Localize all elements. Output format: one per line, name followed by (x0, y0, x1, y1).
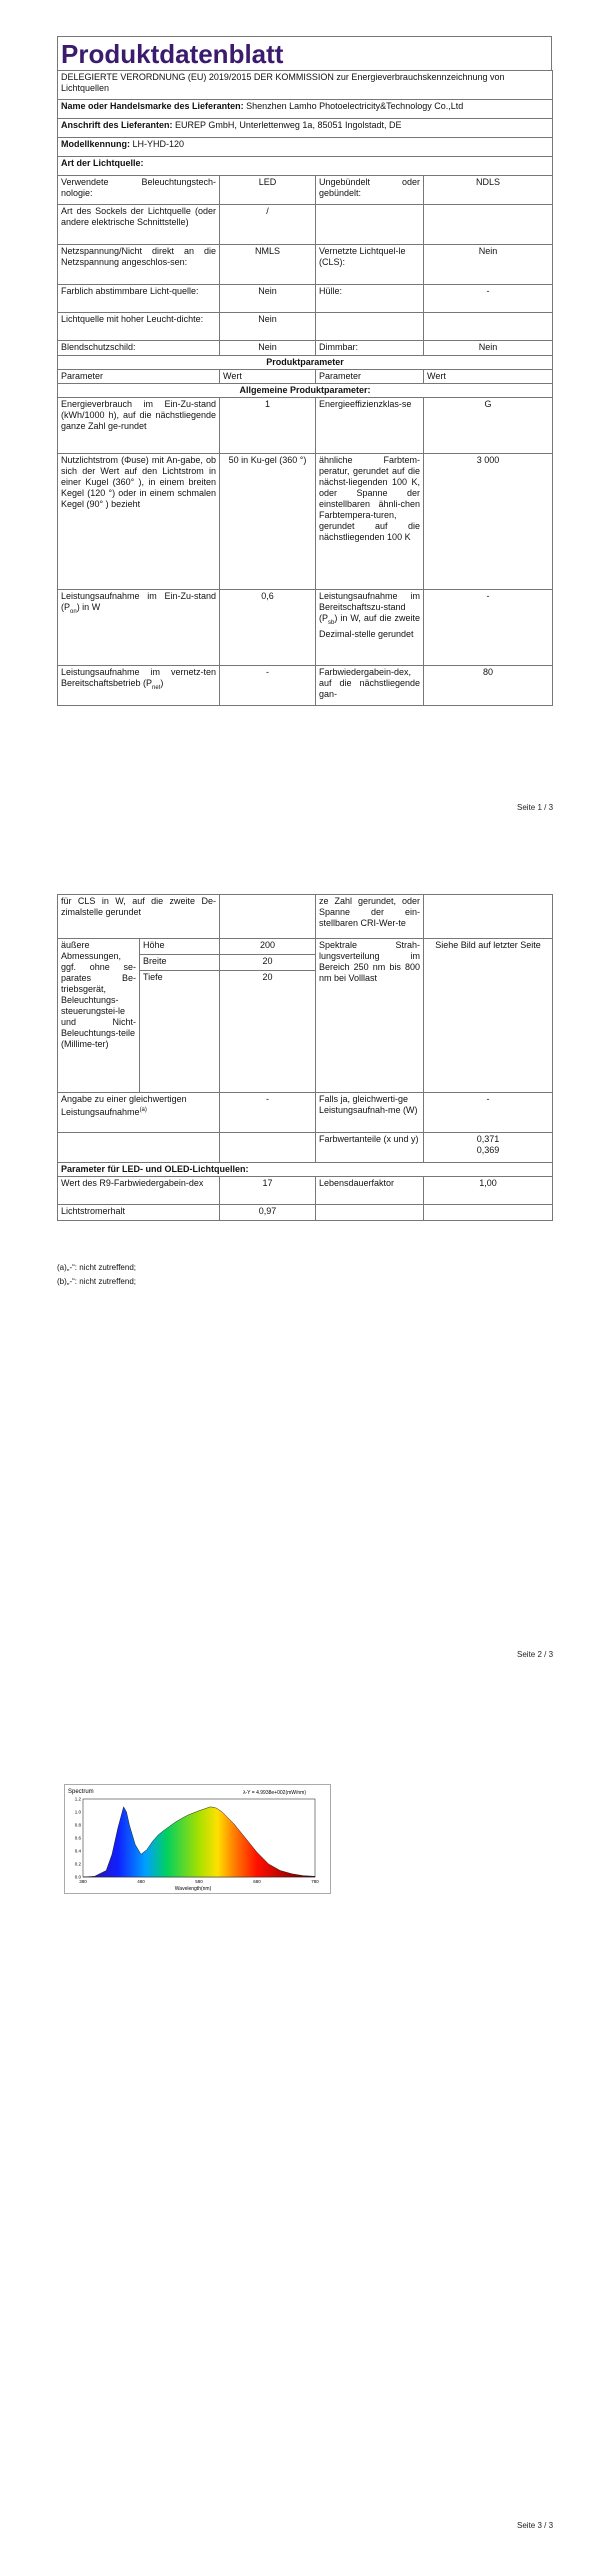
param-value: - (424, 590, 553, 666)
model-label: Modellkennung: (61, 139, 130, 149)
param-value: G (424, 398, 553, 454)
model-row (58, 138, 553, 157)
param-value: 17 (220, 1177, 316, 1205)
y-tick-label: 0.4 (74, 1848, 81, 1854)
model-id: LH-YHD-120 (132, 139, 185, 149)
type-value: Nein (424, 341, 553, 356)
param-label: Angabe zu einer gleichwertigen Leistungsaufnahme$^{(a)}$ (58, 1093, 220, 1133)
y-tick-label: 0.0 (74, 1874, 81, 1880)
led-header-row (58, 1163, 553, 1177)
page-number: Seite 1 / 3 (517, 803, 554, 812)
page-1 (0, 0, 603, 834)
type-label: Verwendete Beleuchtungstech-nologie: (58, 176, 220, 205)
led-header: Parameter für LED- und OLED-Lichtquellen: (58, 1163, 553, 1177)
type-value: Nein (220, 313, 316, 341)
column-header-value: Wert (424, 370, 553, 384)
datasheet-table-page-2 (57, 894, 553, 1221)
supplier-name-label: Name oder Handelsmarke des Lieferanten: (61, 101, 244, 111)
type-label: Lichtquelle mit hoher Leucht-dichte: (58, 313, 220, 341)
type-label (316, 205, 424, 245)
param-row (58, 666, 553, 706)
general-params-header-row (58, 384, 553, 398)
dim-name: Tiefe (140, 971, 220, 1093)
product-params-header: Produktparameter (58, 356, 553, 370)
param-row (58, 895, 553, 939)
x-tick-label: 680 (253, 1879, 261, 1884)
param-label: Nutzlichtstrom (Φuse) mit An-gabe, ob sich der Wert auf den Lichtstrom in einer Kugel (360° ), in einem breiten Kegel (120 °) oder in einem schmalen Kegel (90° ) bezieht (58, 454, 220, 590)
type-value: Nein (220, 341, 316, 356)
supplier-name-row (58, 100, 553, 119)
type-label: Blendschutzschild: (58, 341, 220, 356)
spectrum-chart (64, 1784, 331, 1894)
param-row (58, 1177, 553, 1205)
param-value: 0,6 (220, 590, 316, 666)
type-value: LED (220, 176, 316, 205)
param-label: Farbwiedergabein-dex, auf die nächstliegende gan- (316, 666, 424, 706)
type-label: Ungebündelt oder gebündelt: (316, 176, 424, 205)
plot-area (75, 1797, 320, 1885)
param-label: ze Zahl gerundet, oder Spanne der ein-stellbaren CRI-Wer-te (316, 895, 424, 939)
param-row (58, 1133, 553, 1163)
spectrum-svg (65, 1785, 330, 1893)
footnote-b: (b)„-“: nicht zutreffend; (57, 1277, 136, 1286)
page-3 (0, 1689, 603, 2560)
type-label: Netzspannung/Nicht direkt an die Netzspannung angeschlos-sen: (58, 245, 220, 285)
regulation-row (58, 71, 553, 100)
param-row (58, 1205, 553, 1221)
document-title: Produktdatenblatt (57, 36, 552, 70)
param-value: 1 (220, 398, 316, 454)
param-label: Wert des R9-Farbwiedergabein-dex (58, 1177, 220, 1205)
type-value (424, 313, 553, 341)
param-label: Energieeffizienzklas-se (316, 398, 424, 454)
dims-row (58, 939, 553, 955)
type-label: Art des Sockels der Lichtquelle (oder andere elektrische Schnittstelle) (58, 205, 220, 245)
param-row (58, 1093, 553, 1133)
chroma-x: 0,371 (476, 1134, 500, 1144)
dim-value: 20 (220, 955, 316, 971)
supplier-address-row (58, 119, 553, 138)
type-label: Farblich abstimmbare Licht-quelle: (58, 285, 220, 313)
param-value (424, 1133, 553, 1163)
y-tick-label: 0.2 (74, 1861, 81, 1867)
dim-name: Breite (140, 955, 220, 971)
page-number: Seite 2 / 3 (517, 1650, 554, 1659)
dim-value: 200 (220, 939, 316, 955)
x-axis-label: Wavelength(nm) (174, 1886, 212, 1892)
type-value: - (424, 285, 553, 313)
param-value: 50 in Ku-gel (360 °) (220, 454, 316, 590)
param-label: Leistungsaufnahme im vernetz-ten Bereitschaftsbetrieb $(P_{net})$ (58, 666, 220, 706)
page-number: Seite 3 / 3 (517, 2521, 554, 2530)
dim-value: 20 (220, 971, 316, 1093)
type-label: Dimmbar: (316, 341, 424, 356)
x-tick-label: 480 (137, 1879, 145, 1884)
chart-annotation: λ-Y = 4.9938e+002(mW/nm) (243, 1790, 306, 1796)
param-label: Leistungsaufnahme im Bereitschaftszu-stand $(P_{sb})$ in W, auf die zweite Dezimal-stelle gerundet (316, 590, 424, 666)
type-row (58, 313, 553, 341)
y-tick-label: 0.8 (74, 1822, 81, 1828)
page-2 (0, 834, 603, 1689)
type-label: Vernetzte Lichtquel-le (CLS): (316, 245, 424, 285)
y-tick-label: 1.2 (74, 1796, 81, 1802)
param-label: Farbwertanteile (x und y) (316, 1133, 424, 1163)
param-label: für CLS in W, auf die zweite De-zimalstelle gerundet (58, 895, 220, 939)
type-row (58, 245, 553, 285)
chart-title: Spectrum (68, 1789, 94, 1795)
x-tick-label: 780 (311, 1879, 319, 1884)
spectral-value: Siehe Bild auf letzter Seite (424, 939, 553, 1093)
type-label (316, 313, 424, 341)
param-value: - (220, 666, 316, 706)
param-label: Lebensdauerfaktor (316, 1177, 424, 1205)
param-label: Leistungsaufnahme im Ein-Zu-stand $(P_{on})$ in W (58, 590, 220, 666)
type-value: / (220, 205, 316, 245)
type-row (58, 341, 553, 356)
regulation-text: DELEGIERTE VERORDNUNG (EU) 2019/2015 DER KOMMISSION zur Energieverbrauchskennzeichnung von Lichtquellen (58, 71, 553, 100)
type-value (424, 205, 553, 245)
column-header-param: Parameter (58, 370, 220, 384)
type-value: Nein (424, 245, 553, 285)
type-row (58, 205, 553, 245)
product-params-header-row (58, 356, 553, 370)
type-value: NDLS (424, 176, 553, 205)
param-value: 3 000 (424, 454, 553, 590)
supplier-name: Shenzhen Lamho Photoelectricity&Technology Co.,Ltd (246, 101, 464, 111)
x-tick-label: 380 (79, 1879, 87, 1884)
type-row (58, 176, 553, 205)
type-header-row (58, 157, 553, 176)
type-label: Hülle: (316, 285, 424, 313)
param-row (58, 454, 553, 590)
param-label: ähnliche Farbtem-peratur, gerundet auf die nächst-liegenden 100 K, oder Spanne der einstellbaren ähnli-chen Farbtempera-turen, gerundet auf die nächstliegenden 100 K (316, 454, 424, 590)
param-row (58, 590, 553, 666)
supplier-address-label: Anschrift des Lieferanten: (61, 120, 173, 130)
x-tick-label: 580 (195, 1879, 203, 1884)
type-row (58, 285, 553, 313)
datasheet-table-page-1 (57, 70, 553, 706)
param-row (58, 398, 553, 454)
param-label: Falls ja, gleichwerti-ge Leistungsaufnah-me (W) (316, 1093, 424, 1133)
param-label: Energieverbrauch im Ein-Zu-stand (kWh/1000 h), auf die nächstliegende ganze Zahl ge-rundet (58, 398, 220, 454)
param-value: 0,97 (220, 1205, 316, 1221)
footnote-a: (a)„-“: nicht zutreffend; (57, 1263, 136, 1272)
param-value: - (424, 1093, 553, 1133)
param-value: 80 (424, 666, 553, 706)
general-params-header: Allgemeine Produktparameter: (58, 384, 553, 398)
dim-name: Höhe (140, 939, 220, 955)
spectrum-series-area (83, 1807, 315, 1877)
y-tick-label: 1.0 (74, 1809, 81, 1815)
type-header: Art der Lichtquelle: (58, 157, 553, 176)
type-value: NMLS (220, 245, 316, 285)
spectral-label: Spektrale Strah-lungsverteilung im Bereich 250 nm bis 800 nm bei Volllast (316, 939, 424, 1093)
dims-label: äußere Abmessungen, ggf. ohne se-parates Be-triebsgerät, Beleuchtungs-steuerungstei-le und Nicht-Beleuchtungs-teile (Millime-ter) (58, 939, 140, 1093)
param-value: 1,00 (424, 1177, 553, 1205)
chroma-y: 0,369 (476, 1145, 500, 1155)
column-header-value: Wert (220, 370, 316, 384)
supplier-address: EUREP GmbH, Unterlettenweg 1a, 85051 Ingolstadt, DE (175, 120, 402, 130)
type-value: Nein (220, 285, 316, 313)
column-header-param: Parameter (316, 370, 424, 384)
param-label: Lichtstromerhalt (58, 1205, 220, 1221)
column-header-row (58, 370, 553, 384)
y-tick-label: 0.6 (74, 1835, 81, 1841)
param-value: - (220, 1093, 316, 1133)
